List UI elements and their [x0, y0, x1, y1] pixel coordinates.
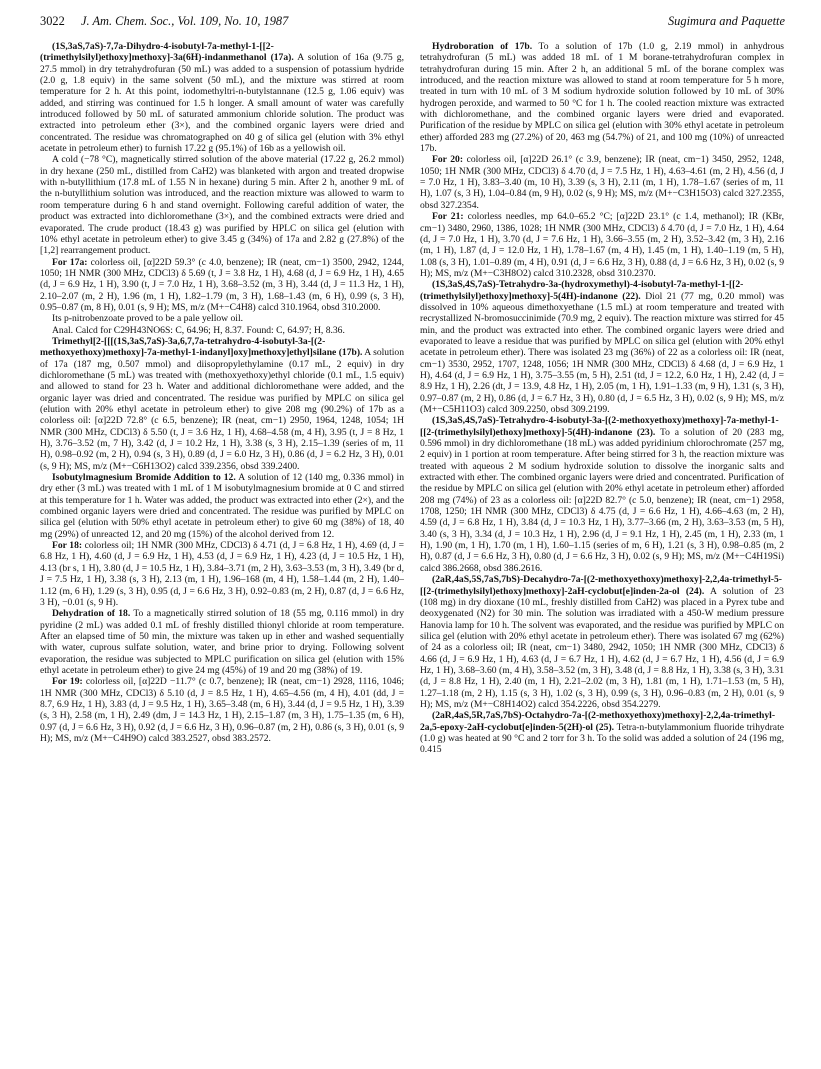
paragraph-text: colorless oil, [α]22D 59.3° (c 4.0, benzene); IR (neat, cm−1) 3500, 2942, 1244, 1050; 1H NMR (300 MHz, CDCl3) δ 5.69 (t, J = 3.8 Hz, 1 H), 4.68 (d, J = 6.9 Hz, 1 H), 4.65 (d, J = 6.9 Hz, 1 H), 3.90 (t, J = 7.0 Hz, 1 H), 3.68–3.52 (m, 3 H), 3.44 (d, J = 11.3 Hz, 1 H), 2.10–2.07 (m, 2 H), 1.96 (m, 1 H), 1.82–1.79 (m, 3 H), 1.68–1.43 (m, 6 H), 0.99 (s, 3 H), 0.95–0.87 (m, 8 H), 0.01 (s, 9 H); MS, m/z (M+−C4H8) calcd 310.1964, obsd 310.2000. — [40, 256, 404, 313]
paragraph-text: Anal. Calcd for C29H43NO6S: C, 64.96; H, 8.37. Found: C, 64.97; H, 8.36. — [52, 324, 345, 336]
compound-label: For 18: — [52, 540, 83, 552]
paragraph — [40, 41, 404, 154]
section-heading: (2aR,4aS,5R,7aS,7bS)-Octahydro-7a-[(2-methoxyethoxy)methoxy]-2,2,4a-trimethyl-2a,5-epoxy-2aH-cyclobut[e]inden-5(2H)-ol (25). — [420, 710, 776, 733]
paragraph-text: To a solution of 17b (1.0 g, 2.19 mmol) in anhydrous tetrahydrofuran (5 mL) was added 18 mL of 1 M borane-tetrahydrofuran complex in tetrahydrofuran during 15 min. After 2 h, an additional 5 mL of the borane complex was introduced, and the reaction mixture was allowed to stand at room temperature for 5 h more, treated in turn with 10 mL of 3 M sodium hydroxide solution followed by 10 mL of 30% hydrogen peroxide, and warmed to 50 °C for 1 h. The cooled reaction mixture was extracted with dichloromethane, and the combined organic layers were dried and evaporated. Purification of the residue by MPLC on silica gel (elution with 30% ethyl acetate in petroleum ether) afforded 283 mg (27.2%) of 20, 463 mg (54.7%) of 21, and 100 mg (10%) of unreacted 17b. — [420, 41, 784, 155]
paragraph — [40, 257, 404, 314]
paragraph — [420, 154, 784, 211]
compound-label: For 21: — [432, 211, 464, 223]
compound-label: For 19: — [52, 676, 83, 688]
paragraph — [420, 41, 784, 154]
paragraph — [40, 336, 404, 472]
paragraph-text: A solution of 12 (140 mg, 0.336 mmol) in dry ether (3 mL) was treated with 1 mL of 1 M isobutylmagnesium bromide at 0 C and stirred at this temperature for 1 h. Water was added, the product was extracted into ether (2×), and the combined organic layers were dried and concentrated. The residue was purified by MPLC on silica gel (elution with 50% ethyl acetate in petroleum ether) to give 60 mg (38%) of 18, 40 mg (29%) of unreacted 12, and 20 mg (15%) of the alcohol derived from 12. — [40, 472, 404, 540]
paragraph-text: A solution of 16a (9.75 g, 27.5 mmol) in dry tetrahydrofuran (50 mL) was added to a suspension of potassium hydride (2.0 g, 1.8 equiv) in the same solvent (50 mL), and the mixture was stirred at room temperature for 2 h. At this point, iodomethyltri-n-butylstannane (12.5 g, 1.06 equiv) was added, and stirring was continued for 1.5 h longer. A small amount of water was carefully introduced followed by 50 mL of saturated ammonium chloride solution. The product was extracted into petroleum ether (3×), and the combined organic layers were dried and concentrated. The residue was chromatographed on 40 g of silica gel (elution with 3% ethyl acetate in petroleum ether) to furnish 17.22 g (95.1%) of 16b as a yellowish oil. — [40, 52, 404, 155]
paragraph-text: colorless oil; 1H NMR (300 MHz, CDCl3) δ 4.71 (d, J = 6.8 Hz, 1 H), 4.69 (d, J = 6.8 Hz, 1 H), 4.60 (d, J = 6.9 Hz, 1 H), 4.53 (d, J = 6.9 Hz, 1 H), 4.23 (d, J = 10.5 Hz, 1 H), 4.13 (br s, 1 H), 3.80 (d, J = 10.5 Hz, 1 H), 3.84–3.71 (m, 2 H), 3.63–3.53 (m, 3 H), 3.49 (br d, J = 7.5 Hz, 1 H), 3.38 (s, 3 H), 2.13 (m, 1 H), 1.96–168 (m, 4 H), 1.58–1.44 (m, 2 H), 1.40–1.12 (m, 6 H), 1.29 (s, 3 H), 0.95 (d, J = 6.6 Hz, 3 H), 0.92–0.83 (m, 2 H), 0.87 (d, J = 6.6 Hz, 3 H), −0.01 (s, 9 H). — [40, 540, 404, 608]
paragraph-text: colorless needles, mp 64.0–65.2 °C; [α]22D 23.1° (c 1.4, methanol); IR (KBr, cm−1) 3480, 2960, 1386, 1028; 1H NMR (300 MHz, CDCl3) δ 4.70 (d, J = 7.0 Hz, 1 H), 4.64 (d, J = 7.0 Hz, 1 H), 3.70 (d, J = 7.6 Hz, 1 H), 3.66–3.55 (m, 2 H), 3.52–3.42 (m, 3 H), 2.16 (m, 1 H), 1.87 (d, J = 12.0 Hz, 1 H), 1.78–1.67 (m, 4 H), 1.45 (m, 1 H), 1.40–1.19 (m, 5 H), 1.08 (s, 3 H), 1.01–0.89 (m, 4 H), 0.91 (d, J = 6.6 Hz, 3 H), 0.88 (d, J = 6.6 Hz, 3 H), 0.02 (s, 9 H); MS, m/z (M+−C3H8O2) calcd 310.2328, obsd 310.2370. — [420, 211, 784, 279]
section-heading: (1S,3aS,4S,7aS)-Tetrahydro-4-isobutyl-3a-[(2-methoxyethoxy)methoxy]-7a-methyl-1-[[2-(trimethylsilyl)ethoxy]methoxy]-5(4H)-indanone (23). — [420, 415, 779, 438]
paragraph-text: To a solution of 20 (283 mg, 0.596 mmol) in dry dichloromethane (18 mL) was added pyridinium chlorochromate (257 mg, 2 equiv) in 1 portion at room temperature. After being stirred for 3 h, the reaction mixture was treated with aqueous 2 M sodium hydroxide solution to dissolve the inorganic salts and extracted with ether. The combined organic layers were dried and concentrated. Purification of the residue by MPLC on silica gel (elution with 20% ethyl acetate in petroleum ether) afforded 208 mg (74%) of 23 as a colorless oil: [α]22D 82.7° (c 5.0, benzene); IR (neat, cm−1) 2958, 1708, 1250; 1H NMR (300 MHz, CDCl3) δ 4.75 (d, J = 6.6 Hz, 1 H), 4.66–4.63 (m, 2 H), 4.59 (d, J = 6.8 Hz, 1 H), 3.84 (d, J = 10.3 Hz, 1 H), 3.77–3.66 (m, 2 H), 3.63–3.53 (m, 5 H), 3.40 (s, 3 H), 3.34 (d, J = 10.3 Hz, 1 H), 2.96 (d, J = 9.1 Hz, 1 H), 2.45 (m, 1 H), 2.33 (m, 1 H), 1.90 (m, 1 H), 1.70 (m, 1 H), 1.60–1.15 (series of m, 6 H), 1.21 (s, 3 H), 0.98–0.85 (m, 2 H), 0.87 (d, J = 6.6 Hz, 3 H), 0.80 (d, J = 6.6 Hz, 3 H), 0.02 (s, 9 H); MS, m/z (M+−C4H19Si) calcd 386.2668, obsd 386.2616. — [420, 426, 784, 574]
paragraph-text: Its p-nitrobenzoate proved to be a pale yellow oil. — [52, 313, 244, 325]
paragraph — [40, 313, 404, 324]
paragraph — [420, 415, 784, 574]
section-heading: Hydroboration of 17b. — [432, 41, 533, 52]
journal-citation: J. Am. Chem. Soc., Vol. 109, No. 10, 1987 — [81, 14, 289, 28]
paragraph — [40, 608, 404, 676]
section-heading: (1S,3aS,7aS)-7,7a-Dihydro-4-isobutyl-7a-methyl-1-[[2-(trimethylsilyl)ethoxy]methoxy]-3a(6H)-indanmethanol (17a). — [40, 41, 294, 64]
section-heading: (1S,3aS,4S,7aS)-Tetrahydro-3a-(hydroxymethyl)-4-isobutyl-7a-methyl-1-[[2-(trimethylsilyl)ethoxy]methoxy]-5(4H)-indanone (22). — [420, 279, 744, 302]
paragraph — [420, 710, 784, 755]
page-number: 3022 — [40, 14, 65, 28]
paragraph-text: A cold (−78 °C), magnetically stirred solution of the above material (17.22 g, 26.2 mmol) in dry hexane (250 mL, distilled from CaH2) was blanketed with argon and treated dropwise with n-butyllithium (17.8 mL of 1.55 N in hexane) during 5 min. After 2 h, another 9 mL of the n-butyllithium solution was introduced, and the reaction mixture was allowed to warm to room temperature during 6 h and stand overnight. Following careful addition of water, the product was extracted into dichloromethane (3×), and the combined extracts were dried and evaporated. The crude product (18.43 g) was purified by HPLC on silica gel (elution with 10% ethyl acetate in petroleum ether) to give 3.45 g (34%) of 17a and 2.82 g (27.8%) of the [1,2] rearrangement product. — [40, 154, 404, 257]
section-heading: Dehydration of 18. — [52, 608, 131, 620]
paragraph-text: colorless oil, [α]22D 26.1° (c 3.9, benzene); IR (neat, cm−1) 3450, 2952, 1248, 1050; 1H NMR (300 MHz, CDCl3) δ 4.70 (d, J = 7.5 Hz, 1 H), 4.63–4.61 (m, 2 H), 4.56 (d, J = 7.0 Hz, 1 H), 3.83–3.40 (m, 10 H), 3.39 (s, 3 H), 2.11 (m, 1 H), 1.78–1.67 (series of m, 11 H), 1.07 (s, 3 H), 1.04–0.84 (m, 9 H), 0.02 (s, 9 H); MS, m/z (M+−C3H15O3) calcd 327.2355, obsd 327.2354. — [420, 154, 784, 211]
paragraph-text: Diol 21 (77 mg, 0.20 mmol) was dissolved in 10% aqueous dimethoxyethane (1.5 mL) at room temperature and treated with recrystallized N-bromosuccinimide (70.9 mg, 2 equiv). The reaction mixture was stirred for 45 min, and the product was extracted into ether. The combined organic layers were dried and evaporated to leave a residue that was purified by MPLC on silica gel (elution with 20% ethyl acetate in petroleum ether). There was isolated 23 mg (36%) of 22 as a colorless oil: IR (neat, cm−1) 3530, 2952, 1707, 1248, 1056; 1H NMR (300 MHz, CDCl3) δ 4.68 (d, J = 6.9 Hz, 1 H), 4.64 (d, J = 6.9 Hz, 1 H), 3.75–3.55 (m, 5 H), 2.51 (td, J = 12.2, 6.0 Hz, 1 H), 2.42 (d, J = 8.9 Hz, 1 H), 2.26 (dt, J = 13.9, 4.8 Hz, 1 H), 2.05 (m, 1 H), 1.91–1.33 (m, 9 H), 1.31 (s, 3 H), 0.97–0.87 (m, 2 H), 0.86 (d, J = 6.7 Hz, 3 H), 0.80 (d, J = 6.5 Hz, 3 H), 0.02 (s, 9 H); MS, m/z (M+−C5H11O3) calcd 309.2250, obsd 309.2199. — [420, 290, 784, 415]
section-heading: Isobutylmagnesium Bromide Addition to 12. — [52, 472, 236, 484]
paragraph — [40, 325, 404, 336]
paragraph — [40, 472, 404, 540]
paragraph-text: Tetra-n-butylammonium fluoride trihydrate (1.0 g) was heated at 90 °C and 2 torr for 3 h. To the solid was added a solution of 24 (196 mg, 0.415 — [420, 721, 784, 756]
compound-label: For 20: — [432, 154, 464, 166]
paragraph — [420, 211, 784, 279]
paragraph — [40, 154, 404, 256]
paragraph — [40, 676, 404, 744]
paragraph — [420, 279, 784, 415]
section-heading: Trimethyl[2-[[[(1S,3aS,7aS)-3a,6,7,7a-tetrahydro-4-isobutyl-3a-[(2-methoxyethoxy)methoxy]-7a-methyl-1-indanyl]oxy]methoxy]ethyl]silane (17b). — [40, 335, 363, 359]
paragraph-text: colorless oil, [α]22D −11.7° (c 0.7, benzene); IR (neat, cm−1) 2928, 1116, 1046; 1H NMR (300 MHz, CDCl3) δ 5.10 (d, J = 8.5 Hz, 1 H), 4.65–4.56 (m, 4 H), 4.01 (dd, J = 8.7, 6.9 Hz, 1 H), 3.83 (d, J = 9.5 Hz, 1 H), 3.65–3.48 (m, 6 H), 3.44 (d, J = 9.5 Hz, 1 H), 3.39 (s, 3 H), 2.58 (m, 1 H), 2.49 (dm, J = 14.3 Hz, 1 H), 2.15–1.87 (m, 3 H), 1.75–1.35 (m, 6 H), 0.97 (d, J = 6.6 Hz, 3 H), 0.92 (d, J = 6.6 Hz, 3 H), 0.96–0.87 (m, 2 H), 0.86 (s, 3 H), 0.01 (s, 9 H); MS, m/z (M+−C4H9O) calcd 383.2527, obsd 383.2572. — [40, 676, 404, 744]
left-column — [40, 41, 404, 744]
paragraph-text: A solution of 17a (187 mg, 0.507 mmol) and diisopropylethylamine (0.17 mL, 2 equiv) in dry dichloromethane (5 mL) was treated with (methoxyethoxy)ethyl chloride (0.1 mL, 1.5 equiv) and allowed to stand for 23 h. Water and additional dichloromethane were added, and the organic layer was dried and concentrated. The residue was purified by MPLC on silica gel (elution with 20% ethyl acetate in petroleum ether) to give 208 mg (90.2%) of 17b as a colorless oil: [α]22D 72.8° (c 6.5, benzene); IR (neat, cm−1) 2950, 1964, 1248, 1054; 1H NMR (300 MHz, CDCl3) δ 5.50 (t, J = 3.6 Hz, 1 H), 4.68–4.58 (m, 4 H), 3.95 (t, J = 8 Hz, 1 H), 3.76–3.52 (m, 7 H), 3.42 (d, J = 10.2 Hz, 1 H), 3.38 (s, 3 H), 2.15–1.39 (series of m, 11 H), 0.98–0.92 (m, 2 H), 0.94 (s, 3 H), 0.89 (d, J = 6.0 Hz, 3 H), 0.86 (d, J = 6.2 Hz, 3 H), 0.01 (s, 9 H); MS, m/z (M+−C6H13O2) calcd 339.2356, obsd 339.2400. — [40, 347, 404, 472]
running-header — [40, 13, 785, 29]
paragraph — [40, 540, 404, 608]
compound-label: For 17a: — [52, 256, 88, 268]
paragraph-text: To a magnetically stirred solution of 18 (55 mg, 0.116 mmol) in dry pyridine (2 mL) was added 0.1 mL of freshly distilled thionyl chloride at room temperature. After an elapsed time of 50 min, the mixture was taken up in ether and washed sequentially with water, cuprous sulfate solution, water, and brine prior to drying. Following solvent evaporation, the residue was subjected to MPLC purification on silica gel (elution with 15% ethyl acetate in petroleum ether) to give 24 mg (45%) of 19 and 20 mg (38%) of 19. — [40, 608, 404, 676]
right-column — [420, 41, 784, 756]
running-authors: Sugimura and Paquette — [667, 14, 785, 28]
section-heading: (2aR,4aS,5S,7aS,7bS)-Decahydro-7a-[(2-methoxyethoxy)methoxy]-2,2,4a-trimethyl-5-[[2-(trimethylsilyl)ethoxy]methoxy]-2aH-cyclobut[e]inden-2a-ol (24). — [420, 574, 782, 597]
paragraph-text: A solution of 23 (108 mg) in dry dioxane (10 mL, freshly distilled from CaH2) was placed in a Pyrex tube and deoxygenated (N2) for 30 min. The solution was irradiated with a 450-W medium pressure Hanovia lamp for 10 h. The solvent was evaporated, and the residue was purified by MPLC on silica gel (elution with 20% ethyl acetate in petroleum ether). There was isolated 67 mg (62%) of 24 as a colorless oil; IR (neat, cm−1) 3480, 2942, 1050; 1H NMR (300 MHz, CDCl3) δ 4.66 (d, J = 6.9 Hz, 1 H), 4.63 (d, J = 6.7 Hz, 1 H), 4.62 (d, J = 6.7 Hz, 1 H), 4.56 (d, J = 6.9 Hz, 1 H), 3.68–3.60 (m, 4 H), 3.58–3.52 (m, 3 H), 3.48 (d, J = 8.8 Hz, 1 H), 3.38 (s, 3 H), 3.31 (d, J = 8.8 Hz, 1 H), 2.40 (m, 1 H), 2.21–2.02 (m, 3 H), 1.81 (m, 1 H), 1.71–1.53 (m, 5 H), 1.27–1.18 (m, 2 H), 1.15 (s, 3 H), 1.02 (s, 3 H), 0.99 (s, 3 H), 0.96–0.83 (m, 2 H), 0.01 (s, 9 H); MS, m/z (M+−C8H14O2) calcd 354.2226, obsd 354.2279. — [420, 585, 784, 710]
paragraph — [420, 574, 784, 710]
